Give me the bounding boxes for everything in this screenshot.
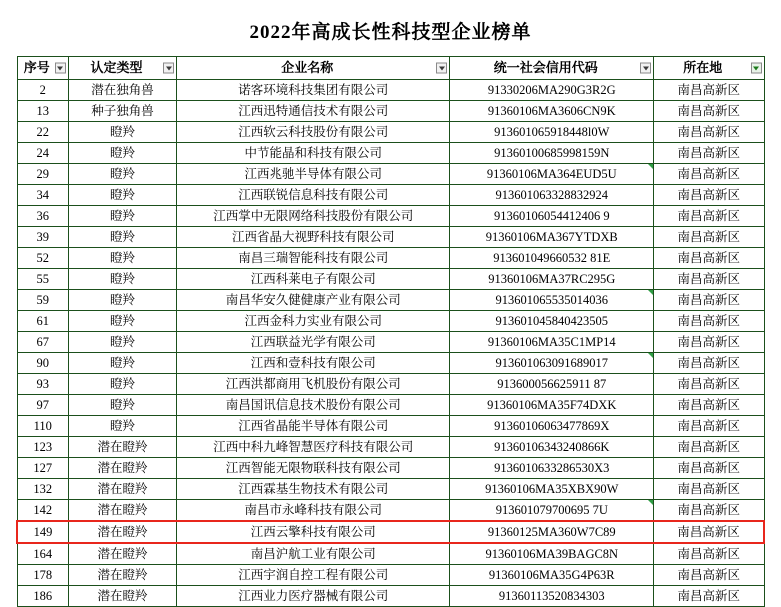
cell-credit-code: 91360106MA35F74DXK xyxy=(450,395,654,416)
cell-index: 178 xyxy=(17,565,68,586)
cell-index: 67 xyxy=(17,332,68,353)
table-row[interactable] xyxy=(17,164,764,185)
cell-company-name: 江西宇润自控工程有限公司 xyxy=(177,565,450,586)
cell-company-name: 江西迅特通信技术有限公司 xyxy=(177,101,450,122)
table-row[interactable] xyxy=(17,437,764,458)
cell-type: 种子独角兽 xyxy=(68,101,176,122)
cell-location: 南昌高新区 xyxy=(654,122,764,143)
cell-location: 南昌高新区 xyxy=(654,521,764,543)
cell-credit-code: 91360106063477869X xyxy=(450,416,654,437)
cell-type: 瞪羚 xyxy=(68,332,176,353)
cell-company-name: 江西金科力实业有限公司 xyxy=(177,311,450,332)
cell-location: 南昌高新区 xyxy=(654,437,764,458)
column-header-name-label: 企业名称 xyxy=(281,60,334,75)
chevron-down-icon xyxy=(57,66,63,70)
cell-type: 潜在瞪羚 xyxy=(68,586,176,607)
table-row[interactable] xyxy=(17,395,764,416)
cell-type: 潜在瞪羚 xyxy=(68,565,176,586)
cell-credit-code: 91360106MA37RC295G xyxy=(450,269,654,290)
cell-index: 39 xyxy=(17,227,68,248)
cell-location: 南昌高新区 xyxy=(654,185,764,206)
cell-index: 110 xyxy=(17,416,68,437)
filter-dropdown-name[interactable] xyxy=(436,63,447,74)
cell-credit-code: 913601049660532 81E xyxy=(450,248,654,269)
cell-credit-code: 91360106MA35XBX90W xyxy=(450,479,654,500)
cell-index: 186 xyxy=(17,586,68,607)
cell-credit-code: 91360100685998159N xyxy=(450,143,654,164)
cell-type: 瞪羚 xyxy=(68,269,176,290)
cell-index: 34 xyxy=(17,185,68,206)
cell-type: 瞪羚 xyxy=(68,248,176,269)
cell-credit-code: 913601045840423505 xyxy=(450,311,654,332)
cell-type: 瞪羚 xyxy=(68,164,176,185)
cell-location: 南昌高新区 xyxy=(654,269,764,290)
column-header-location xyxy=(654,57,764,80)
cell-company-name: 江西省晶能半导体有限公司 xyxy=(177,416,450,437)
cell-type: 潜在瞪羚 xyxy=(68,521,176,543)
cell-type: 潜在独角兽 xyxy=(68,80,176,101)
cell-index: 29 xyxy=(17,164,68,185)
cell-location: 南昌高新区 xyxy=(654,101,764,122)
cell-type: 潜在瞪羚 xyxy=(68,500,176,522)
cell-company-name: 江西和壹科技有限公司 xyxy=(177,353,450,374)
cell-company-name: 江西软云科技股份有限公司 xyxy=(177,122,450,143)
table-row[interactable] xyxy=(17,122,764,143)
cell-credit-code: 91360106MA367YTDXB xyxy=(450,227,654,248)
table-row[interactable] xyxy=(17,500,764,522)
cell-type: 瞪羚 xyxy=(68,353,176,374)
cell-credit-code: 91360106MA364EUD5U xyxy=(450,164,654,185)
page-title: 2022年高成长性科技型企业榜单 xyxy=(249,22,532,43)
cell-company-name: 江西兆驰半导体有限公司 xyxy=(177,164,450,185)
table-row[interactable] xyxy=(17,311,764,332)
cell-company-name: 江西云擎科技有限公司 xyxy=(177,521,450,543)
cell-company-name: 江西中科九峰智慧医疗科技有限公司 xyxy=(177,437,450,458)
cell-type: 潜在瞪羚 xyxy=(68,479,176,500)
table-row[interactable] xyxy=(17,479,764,500)
cell-company-name: 江西洪都商用飞机股份有限公司 xyxy=(177,374,450,395)
cell-company-name: 南昌沪航工业有限公司 xyxy=(177,543,450,565)
filter-dropdown-index[interactable] xyxy=(55,63,66,74)
cell-location: 南昌高新区 xyxy=(654,164,764,185)
column-header-name xyxy=(177,57,450,80)
cell-type: 瞪羚 xyxy=(68,227,176,248)
column-header-index xyxy=(17,57,68,80)
cell-credit-code: 91330206MA290G3R2G xyxy=(450,80,654,101)
cell-location: 南昌高新区 xyxy=(654,227,764,248)
cell-location: 南昌高新区 xyxy=(654,290,764,311)
table-row[interactable] xyxy=(17,332,764,353)
cell-index: 61 xyxy=(17,311,68,332)
cell-index: 13 xyxy=(17,101,68,122)
filter-dropdown-type[interactable] xyxy=(163,63,174,74)
table-body xyxy=(17,80,764,607)
cell-index: 55 xyxy=(17,269,68,290)
table-row[interactable] xyxy=(17,586,764,607)
cell-company-name: 江西科莱电子有限公司 xyxy=(177,269,450,290)
cell-company-name: 江西智能无限物联科技有限公司 xyxy=(177,458,450,479)
cell-credit-code: 91360106343240866K xyxy=(450,437,654,458)
cell-credit-code: 91360106MA35G4P63R xyxy=(450,565,654,586)
cell-location: 南昌高新区 xyxy=(654,248,764,269)
cell-type: 瞪羚 xyxy=(68,290,176,311)
cell-company-name: 江西掌中无限网络科技股份有限公司 xyxy=(177,206,450,227)
table-row[interactable] xyxy=(17,458,764,479)
cell-credit-code: 913601079700695 7U xyxy=(450,500,654,522)
cell-credit-code: 913601063091689017 xyxy=(450,353,654,374)
cell-type: 潜在瞪羚 xyxy=(68,458,176,479)
cell-company-name: 江西联锐信息科技有限公司 xyxy=(177,185,450,206)
cell-index: 142 xyxy=(17,500,68,522)
cell-index: 22 xyxy=(17,122,68,143)
cell-credit-code: 91360106MA3606CN9K xyxy=(450,101,654,122)
cell-index: 97 xyxy=(17,395,68,416)
cell-index: 123 xyxy=(17,437,68,458)
chevron-down-icon xyxy=(166,66,172,70)
cell-company-name: 南昌三瑞智能科技有限公司 xyxy=(177,248,450,269)
cell-credit-code: 9136010633286530X3 xyxy=(450,458,654,479)
cell-index: 164 xyxy=(17,543,68,565)
column-header-type-label: 认定类型 xyxy=(90,60,143,75)
cell-location: 南昌高新区 xyxy=(654,586,764,607)
cell-credit-code: 91360106MA35C1MP14 xyxy=(450,332,654,353)
cell-index: 2 xyxy=(17,80,68,101)
table-header-row xyxy=(17,57,764,80)
cell-company-name: 南昌国讯信息技术股份有限公司 xyxy=(177,395,450,416)
table-row[interactable] xyxy=(17,80,764,101)
cell-location: 南昌高新区 xyxy=(654,565,764,586)
table-row[interactable] xyxy=(17,248,764,269)
column-header-index-label: 序号 xyxy=(23,60,50,75)
cell-type: 瞪羚 xyxy=(68,143,176,164)
cell-credit-code: 913601065918448l0W xyxy=(450,122,654,143)
cell-location: 南昌高新区 xyxy=(654,416,764,437)
table-row[interactable] xyxy=(17,565,764,586)
cell-index: 36 xyxy=(17,206,68,227)
cell-credit-code: 91360125MA360W7C89 xyxy=(450,521,654,543)
cell-location: 南昌高新区 xyxy=(654,80,764,101)
cell-location: 南昌高新区 xyxy=(654,353,764,374)
cell-company-name: 诺客环境科技集团有限公司 xyxy=(177,80,450,101)
cell-location: 南昌高新区 xyxy=(654,543,764,565)
table-row[interactable] xyxy=(17,374,764,395)
cell-company-name: 江西霖基生物技术有限公司 xyxy=(177,479,450,500)
table-row[interactable] xyxy=(17,143,764,164)
table-row[interactable] xyxy=(17,269,764,290)
cell-index: 132 xyxy=(17,479,68,500)
cell-type: 瞪羚 xyxy=(68,374,176,395)
cell-index: 52 xyxy=(17,248,68,269)
cell-company-name: 江西省晶大视野科技有限公司 xyxy=(177,227,450,248)
cell-location: 南昌高新区 xyxy=(654,374,764,395)
chevron-down-icon xyxy=(643,66,649,70)
cell-type: 瞪羚 xyxy=(68,206,176,227)
cell-type: 瞪羚 xyxy=(68,311,176,332)
cell-index: 90 xyxy=(17,353,68,374)
chevron-down-icon xyxy=(753,66,759,70)
column-header-code xyxy=(450,57,654,80)
cell-index: 149 xyxy=(17,521,68,543)
column-header-location-label: 所在地 xyxy=(683,60,723,75)
cell-location: 南昌高新区 xyxy=(654,500,764,522)
table-row[interactable] xyxy=(17,227,764,248)
table-row[interactable] xyxy=(17,543,764,565)
cell-credit-code: 913601063328832924 xyxy=(450,185,654,206)
cell-company-name: 南昌华安久健健康产业有限公司 xyxy=(177,290,450,311)
cell-location: 南昌高新区 xyxy=(654,458,764,479)
filter-dropdown-code[interactable] xyxy=(640,63,651,74)
cell-type: 瞪羚 xyxy=(68,416,176,437)
cell-index: 127 xyxy=(17,458,68,479)
company-list-table xyxy=(16,56,765,607)
cell-location: 南昌高新区 xyxy=(654,206,764,227)
cell-location: 南昌高新区 xyxy=(654,143,764,164)
cell-company-name: 中节能晶和科技有限公司 xyxy=(177,143,450,164)
table-row[interactable] xyxy=(17,416,764,437)
cell-type: 潜在瞪羚 xyxy=(68,437,176,458)
table-row[interactable] xyxy=(17,290,764,311)
cell-credit-code: 91360113520834303 xyxy=(450,586,654,607)
cell-type: 潜在瞪羚 xyxy=(68,543,176,565)
cell-type: 瞪羚 xyxy=(68,185,176,206)
column-header-code-label: 统一社会信用代码 xyxy=(493,60,598,75)
filter-dropdown-location[interactable] xyxy=(751,63,762,74)
cell-index: 24 xyxy=(17,143,68,164)
table-row[interactable] xyxy=(17,185,764,206)
cell-credit-code: 91360106MA39BAGC8N xyxy=(450,543,654,565)
cell-location: 南昌高新区 xyxy=(654,479,764,500)
table-row[interactable] xyxy=(17,353,764,374)
cell-credit-code: 91360106054412406 9 xyxy=(450,206,654,227)
cell-location: 南昌高新区 xyxy=(654,311,764,332)
cell-credit-code: 913601065535014036 xyxy=(450,290,654,311)
table-row[interactable] xyxy=(17,101,764,122)
chevron-down-icon xyxy=(439,66,445,70)
column-header-type xyxy=(68,57,176,80)
cell-type: 瞪羚 xyxy=(68,122,176,143)
cell-index: 93 xyxy=(17,374,68,395)
cell-company-name: 江西联益光学有限公司 xyxy=(177,332,450,353)
table-row[interactable] xyxy=(17,521,764,543)
cell-location: 南昌高新区 xyxy=(654,395,764,416)
cell-company-name: 江西业力医疗器械有限公司 xyxy=(177,586,450,607)
table-row[interactable] xyxy=(17,206,764,227)
cell-location: 南昌高新区 xyxy=(654,332,764,353)
cell-credit-code: 913600056625911 87 xyxy=(450,374,654,395)
cell-index: 59 xyxy=(17,290,68,311)
cell-type: 瞪羚 xyxy=(68,395,176,416)
cell-company-name: 南昌市永峰科技有限公司 xyxy=(177,500,450,522)
